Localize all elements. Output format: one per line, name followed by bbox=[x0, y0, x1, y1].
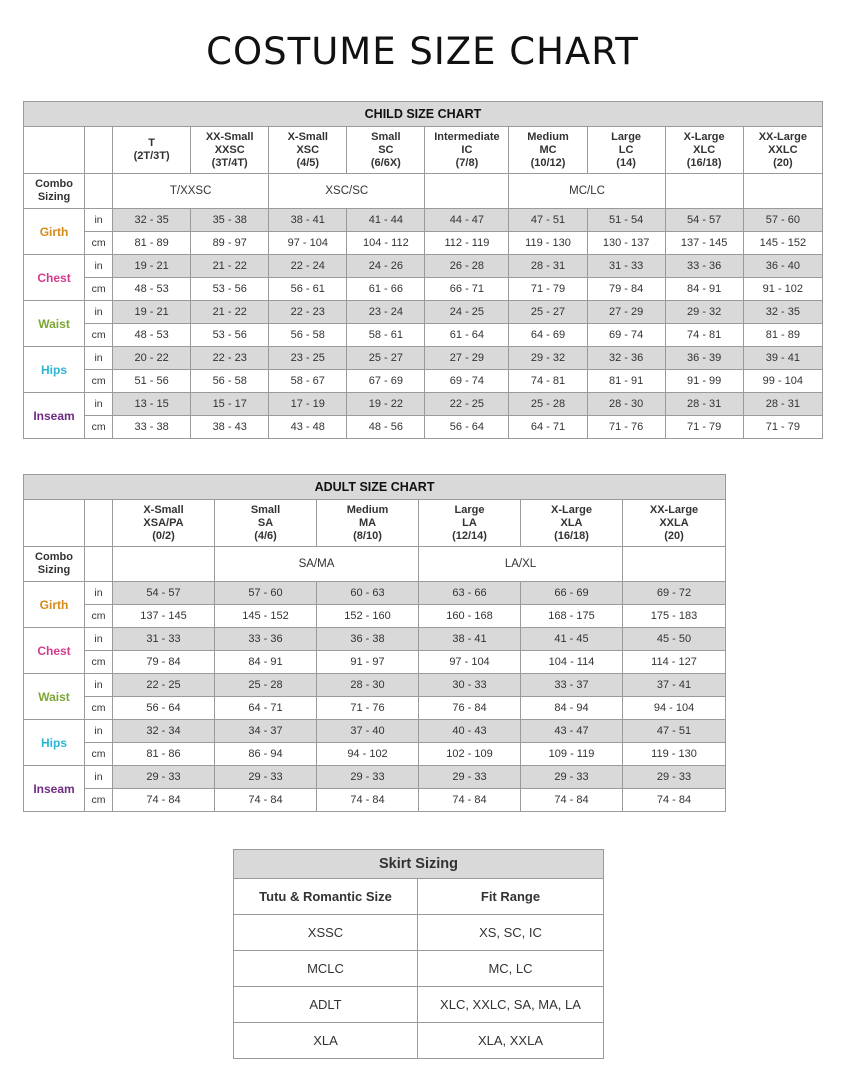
measurement-row bbox=[24, 255, 823, 278]
size-value-cell: 91 - 99 bbox=[665, 370, 743, 393]
unit-label: cm bbox=[85, 232, 113, 255]
size-value-cell: 31 - 33 bbox=[113, 628, 215, 651]
size-value-cell: 17 - 19 bbox=[269, 393, 347, 416]
child-size-header: Medium MC (10/12) bbox=[509, 127, 587, 174]
size-value-cell: 32 - 35 bbox=[743, 301, 822, 324]
combo-cell bbox=[743, 174, 822, 209]
measurement-row bbox=[24, 674, 726, 697]
skirt-row bbox=[234, 987, 604, 1023]
size-value-cell: 25 - 27 bbox=[347, 347, 425, 370]
size-value-cell: 15 - 17 bbox=[191, 393, 269, 416]
size-value-cell: 79 - 84 bbox=[587, 278, 665, 301]
measurement-row bbox=[24, 232, 823, 255]
measurement-label-girth: Girth bbox=[24, 209, 85, 255]
measurement-row bbox=[24, 628, 726, 651]
unit-label: cm bbox=[85, 697, 113, 720]
size-value-cell: 43 - 48 bbox=[269, 416, 347, 439]
size-value-cell: 56 - 58 bbox=[191, 370, 269, 393]
size-value-cell: 29 - 33 bbox=[419, 766, 521, 789]
skirt-size-cell: ADLT bbox=[234, 987, 418, 1023]
size-value-cell: 22 - 23 bbox=[269, 301, 347, 324]
size-value-cell: 33 - 38 bbox=[113, 416, 191, 439]
size-value-cell: 109 - 119 bbox=[521, 743, 623, 766]
skirt-fit-cell: XS, SC, IC bbox=[418, 915, 604, 951]
size-value-cell: 24 - 25 bbox=[425, 301, 509, 324]
child-combo-row bbox=[24, 174, 823, 209]
measurement-row bbox=[24, 209, 823, 232]
size-value-cell: 60 - 63 bbox=[317, 582, 419, 605]
page-title: COSTUME SIZE CHART bbox=[206, 30, 639, 73]
size-value-cell: 22 - 24 bbox=[269, 255, 347, 278]
size-value-cell: 104 - 112 bbox=[347, 232, 425, 255]
measurement-label-hips: Hips bbox=[24, 347, 85, 393]
child-size-header: Large LC (14) bbox=[587, 127, 665, 174]
size-value-cell: 41 - 44 bbox=[347, 209, 425, 232]
unit-label: in bbox=[85, 628, 113, 651]
size-value-cell: 112 - 119 bbox=[425, 232, 509, 255]
size-value-cell: 29 - 32 bbox=[509, 347, 587, 370]
size-value-cell: 23 - 24 bbox=[347, 301, 425, 324]
child-size-header: Intermediate IC (7/8) bbox=[425, 127, 509, 174]
size-value-cell: 38 - 41 bbox=[269, 209, 347, 232]
size-value-cell: 64 - 71 bbox=[509, 416, 587, 439]
size-value-cell: 36 - 39 bbox=[665, 347, 743, 370]
child-size-header: XX-Large XXLC (20) bbox=[743, 127, 822, 174]
size-value-cell: 64 - 71 bbox=[215, 697, 317, 720]
combo-cell bbox=[623, 547, 726, 582]
size-value-cell: 94 - 102 bbox=[317, 743, 419, 766]
size-value-cell: 53 - 56 bbox=[191, 278, 269, 301]
size-value-cell: 21 - 22 bbox=[191, 255, 269, 278]
child-chart-title: CHILD SIZE CHART bbox=[24, 102, 823, 127]
size-value-cell: 44 - 47 bbox=[425, 209, 509, 232]
unit-label: in bbox=[85, 674, 113, 697]
size-value-cell: 74 - 81 bbox=[509, 370, 587, 393]
size-value-cell: 91 - 97 bbox=[317, 651, 419, 674]
size-value-cell: 28 - 30 bbox=[587, 393, 665, 416]
measurement-label-inseam: Inseam bbox=[24, 393, 85, 439]
size-value-cell: 119 - 130 bbox=[623, 743, 726, 766]
size-value-cell: 32 - 34 bbox=[113, 720, 215, 743]
adult-size-header: Medium MA (8/10) bbox=[317, 500, 419, 547]
skirt-chart-title: Skirt Sizing bbox=[234, 850, 604, 879]
size-value-cell: 30 - 33 bbox=[419, 674, 521, 697]
adult-size-header: X-Small XSA/PA (0/2) bbox=[113, 500, 215, 547]
size-value-cell: 84 - 91 bbox=[665, 278, 743, 301]
size-value-cell: 56 - 64 bbox=[425, 416, 509, 439]
combo-cell: SA/MA bbox=[215, 547, 419, 582]
measurement-row bbox=[24, 324, 823, 347]
size-value-cell: 66 - 69 bbox=[521, 582, 623, 605]
size-value-cell: 54 - 57 bbox=[113, 582, 215, 605]
size-value-cell: 74 - 84 bbox=[113, 789, 215, 812]
size-value-cell: 74 - 84 bbox=[419, 789, 521, 812]
size-value-cell: 43 - 47 bbox=[521, 720, 623, 743]
size-value-cell: 32 - 35 bbox=[113, 209, 191, 232]
measurement-row bbox=[24, 605, 726, 628]
size-value-cell: 69 - 74 bbox=[587, 324, 665, 347]
size-value-cell: 57 - 60 bbox=[743, 209, 822, 232]
size-value-cell: 97 - 104 bbox=[269, 232, 347, 255]
adult-size-header: X-Large XLA (16/18) bbox=[521, 500, 623, 547]
adult-size-header: Small SA (4/6) bbox=[215, 500, 317, 547]
size-value-cell: 81 - 89 bbox=[743, 324, 822, 347]
unit-label: cm bbox=[85, 278, 113, 301]
size-value-cell: 69 - 72 bbox=[623, 582, 726, 605]
size-value-cell: 40 - 43 bbox=[419, 720, 521, 743]
size-value-cell: 22 - 25 bbox=[425, 393, 509, 416]
size-value-cell: 56 - 64 bbox=[113, 697, 215, 720]
size-value-cell: 71 - 79 bbox=[509, 278, 587, 301]
unit-label: in bbox=[85, 720, 113, 743]
child-size-header: XX-Small XXSC (3T/4T) bbox=[191, 127, 269, 174]
size-value-cell: 84 - 91 bbox=[215, 651, 317, 674]
unit-label: in bbox=[85, 255, 113, 278]
size-value-cell: 137 - 145 bbox=[113, 605, 215, 628]
size-value-cell: 56 - 58 bbox=[269, 324, 347, 347]
size-value-cell: 22 - 25 bbox=[113, 674, 215, 697]
size-value-cell: 27 - 29 bbox=[587, 301, 665, 324]
measurement-row bbox=[24, 743, 726, 766]
skirt-header-size: Tutu & Romantic Size bbox=[234, 879, 418, 915]
size-value-cell: 71 - 76 bbox=[317, 697, 419, 720]
size-value-cell: 119 - 130 bbox=[509, 232, 587, 255]
measurement-row bbox=[24, 582, 726, 605]
size-value-cell: 29 - 33 bbox=[317, 766, 419, 789]
size-value-cell: 74 - 81 bbox=[665, 324, 743, 347]
size-value-cell: 74 - 84 bbox=[521, 789, 623, 812]
size-value-cell: 48 - 53 bbox=[113, 278, 191, 301]
size-value-cell: 19 - 21 bbox=[113, 255, 191, 278]
size-value-cell: 81 - 89 bbox=[113, 232, 191, 255]
unit-label: cm bbox=[85, 370, 113, 393]
size-value-cell: 61 - 66 bbox=[347, 278, 425, 301]
size-value-cell: 104 - 114 bbox=[521, 651, 623, 674]
unit-label: in bbox=[85, 301, 113, 324]
measurement-label-waist: Waist bbox=[24, 674, 85, 720]
size-value-cell: 35 - 38 bbox=[191, 209, 269, 232]
combo-cell bbox=[425, 174, 509, 209]
size-value-cell: 29 - 33 bbox=[113, 766, 215, 789]
size-value-cell: 160 - 168 bbox=[419, 605, 521, 628]
size-value-cell: 102 - 109 bbox=[419, 743, 521, 766]
size-value-cell: 53 - 56 bbox=[191, 324, 269, 347]
combo-cell: LA/XL bbox=[419, 547, 623, 582]
size-value-cell: 58 - 61 bbox=[347, 324, 425, 347]
size-value-cell: 33 - 37 bbox=[521, 674, 623, 697]
size-value-cell: 24 - 26 bbox=[347, 255, 425, 278]
size-value-cell: 22 - 23 bbox=[191, 347, 269, 370]
size-value-cell: 67 - 69 bbox=[347, 370, 425, 393]
size-value-cell: 97 - 104 bbox=[419, 651, 521, 674]
size-value-cell: 25 - 28 bbox=[509, 393, 587, 416]
measurement-label-girth: Girth bbox=[24, 582, 85, 628]
size-value-cell: 27 - 29 bbox=[425, 347, 509, 370]
size-value-cell: 54 - 57 bbox=[665, 209, 743, 232]
size-value-cell: 130 - 137 bbox=[587, 232, 665, 255]
size-value-cell: 28 - 31 bbox=[665, 393, 743, 416]
size-value-cell: 38 - 41 bbox=[419, 628, 521, 651]
skirt-fit-cell: MC, LC bbox=[418, 951, 604, 987]
size-value-cell: 29 - 33 bbox=[215, 766, 317, 789]
measurement-row bbox=[24, 301, 823, 324]
measurement-label-waist: Waist bbox=[24, 301, 85, 347]
size-value-cell: 145 - 152 bbox=[743, 232, 822, 255]
size-value-cell: 37 - 40 bbox=[317, 720, 419, 743]
child-size-table bbox=[23, 101, 823, 439]
size-value-cell: 114 - 127 bbox=[623, 651, 726, 674]
size-value-cell: 81 - 91 bbox=[587, 370, 665, 393]
size-value-cell: 21 - 22 bbox=[191, 301, 269, 324]
size-value-cell: 71 - 79 bbox=[743, 416, 822, 439]
size-value-cell: 66 - 71 bbox=[425, 278, 509, 301]
unit-label: cm bbox=[85, 743, 113, 766]
adult-chart-title: ADULT SIZE CHART bbox=[24, 475, 726, 500]
size-value-cell: 33 - 36 bbox=[665, 255, 743, 278]
unit-label: cm bbox=[85, 416, 113, 439]
size-value-cell: 29 - 33 bbox=[521, 766, 623, 789]
size-value-cell: 41 - 45 bbox=[521, 628, 623, 651]
size-value-cell: 63 - 66 bbox=[419, 582, 521, 605]
size-value-cell: 91 - 102 bbox=[743, 278, 822, 301]
measurement-label-hips: Hips bbox=[24, 720, 85, 766]
combo-sizing-label: Combo Sizing bbox=[24, 547, 85, 582]
size-value-cell: 47 - 51 bbox=[623, 720, 726, 743]
size-value-cell: 57 - 60 bbox=[215, 582, 317, 605]
size-value-cell: 28 - 31 bbox=[743, 393, 822, 416]
skirt-row bbox=[234, 915, 604, 951]
size-value-cell: 32 - 36 bbox=[587, 347, 665, 370]
size-value-cell: 36 - 38 bbox=[317, 628, 419, 651]
skirt-size-cell: XSSC bbox=[234, 915, 418, 951]
unit-label: cm bbox=[85, 651, 113, 674]
adult-combo-row bbox=[24, 547, 726, 582]
child-size-header: Small SC (6/6X) bbox=[347, 127, 425, 174]
size-value-cell: 28 - 30 bbox=[317, 674, 419, 697]
size-value-cell: 61 - 64 bbox=[425, 324, 509, 347]
skirt-header-fit: Fit Range bbox=[418, 879, 604, 915]
unit-label: in bbox=[85, 347, 113, 370]
combo-cell bbox=[113, 547, 215, 582]
combo-sizing-label: Combo Sizing bbox=[24, 174, 85, 209]
adult-size-table bbox=[23, 474, 726, 812]
size-value-cell: 74 - 84 bbox=[623, 789, 726, 812]
skirt-size-cell: XLA bbox=[234, 1023, 418, 1059]
size-value-cell: 25 - 28 bbox=[215, 674, 317, 697]
size-value-cell: 48 - 56 bbox=[347, 416, 425, 439]
size-value-cell: 28 - 31 bbox=[509, 255, 587, 278]
measurement-row bbox=[24, 720, 726, 743]
size-value-cell: 45 - 50 bbox=[623, 628, 726, 651]
skirt-row bbox=[234, 951, 604, 987]
size-value-cell: 145 - 152 bbox=[215, 605, 317, 628]
size-value-cell: 39 - 41 bbox=[743, 347, 822, 370]
size-value-cell: 20 - 22 bbox=[113, 347, 191, 370]
size-value-cell: 51 - 56 bbox=[113, 370, 191, 393]
size-value-cell: 64 - 69 bbox=[509, 324, 587, 347]
measurement-row bbox=[24, 278, 823, 301]
size-value-cell: 168 - 175 bbox=[521, 605, 623, 628]
size-value-cell: 29 - 33 bbox=[623, 766, 726, 789]
size-value-cell: 51 - 54 bbox=[587, 209, 665, 232]
size-value-cell: 86 - 94 bbox=[215, 743, 317, 766]
size-value-cell: 58 - 67 bbox=[269, 370, 347, 393]
skirt-row bbox=[234, 1023, 604, 1059]
child-size-header: X-Small XSC (4/5) bbox=[269, 127, 347, 174]
size-value-cell: 33 - 36 bbox=[215, 628, 317, 651]
size-value-cell: 56 - 61 bbox=[269, 278, 347, 301]
unit-label: in bbox=[85, 582, 113, 605]
size-value-cell: 13 - 15 bbox=[113, 393, 191, 416]
size-value-cell: 76 - 84 bbox=[419, 697, 521, 720]
size-value-cell: 137 - 145 bbox=[665, 232, 743, 255]
measurement-label-inseam: Inseam bbox=[24, 766, 85, 812]
size-value-cell: 19 - 22 bbox=[347, 393, 425, 416]
size-value-cell: 84 - 94 bbox=[521, 697, 623, 720]
unit-label: cm bbox=[85, 605, 113, 628]
measurement-label-chest: Chest bbox=[24, 255, 85, 301]
size-value-cell: 26 - 28 bbox=[425, 255, 509, 278]
measurement-row bbox=[24, 416, 823, 439]
size-value-cell: 152 - 160 bbox=[317, 605, 419, 628]
skirt-sizing-table bbox=[233, 849, 604, 1059]
adult-size-header: Large LA (12/14) bbox=[419, 500, 521, 547]
combo-cell bbox=[665, 174, 743, 209]
unit-label: in bbox=[85, 766, 113, 789]
child-size-header: X-Large XLC (16/18) bbox=[665, 127, 743, 174]
measurement-row bbox=[24, 697, 726, 720]
size-value-cell: 89 - 97 bbox=[191, 232, 269, 255]
size-value-cell: 29 - 32 bbox=[665, 301, 743, 324]
size-value-cell: 36 - 40 bbox=[743, 255, 822, 278]
size-value-cell: 48 - 53 bbox=[113, 324, 191, 347]
skirt-size-cell: MCLC bbox=[234, 951, 418, 987]
measurement-row bbox=[24, 651, 726, 674]
size-value-cell: 71 - 79 bbox=[665, 416, 743, 439]
size-value-cell: 38 - 43 bbox=[191, 416, 269, 439]
size-value-cell: 34 - 37 bbox=[215, 720, 317, 743]
unit-label: in bbox=[85, 209, 113, 232]
measurement-row bbox=[24, 766, 726, 789]
size-value-cell: 74 - 84 bbox=[215, 789, 317, 812]
adult-size-header: XX-Large XXLA (20) bbox=[623, 500, 726, 547]
measurement-row bbox=[24, 347, 823, 370]
child-size-header: T (2T/3T) bbox=[113, 127, 191, 174]
size-value-cell: 31 - 33 bbox=[587, 255, 665, 278]
measurement-label-chest: Chest bbox=[24, 628, 85, 674]
size-value-cell: 79 - 84 bbox=[113, 651, 215, 674]
size-value-cell: 69 - 74 bbox=[425, 370, 509, 393]
size-value-cell: 175 - 183 bbox=[623, 605, 726, 628]
measurement-row bbox=[24, 393, 823, 416]
unit-label: in bbox=[85, 393, 113, 416]
size-value-cell: 81 - 86 bbox=[113, 743, 215, 766]
measurement-row bbox=[24, 370, 823, 393]
size-value-cell: 19 - 21 bbox=[113, 301, 191, 324]
size-value-cell: 25 - 27 bbox=[509, 301, 587, 324]
size-value-cell: 74 - 84 bbox=[317, 789, 419, 812]
size-value-cell: 23 - 25 bbox=[269, 347, 347, 370]
size-value-cell: 94 - 104 bbox=[623, 697, 726, 720]
size-value-cell: 47 - 51 bbox=[509, 209, 587, 232]
size-value-cell: 71 - 76 bbox=[587, 416, 665, 439]
combo-cell: MC/LC bbox=[509, 174, 665, 209]
unit-label: cm bbox=[85, 789, 113, 812]
combo-cell: T/XXSC bbox=[113, 174, 269, 209]
size-value-cell: 37 - 41 bbox=[623, 674, 726, 697]
measurement-row bbox=[24, 789, 726, 812]
size-value-cell: 99 - 104 bbox=[743, 370, 822, 393]
adult-size-header-row bbox=[24, 500, 726, 547]
skirt-fit-cell: XLA, XXLA bbox=[418, 1023, 604, 1059]
skirt-fit-cell: XLC, XXLC, SA, MA, LA bbox=[418, 987, 604, 1023]
combo-cell: XSC/SC bbox=[269, 174, 425, 209]
child-size-header-row bbox=[24, 127, 823, 174]
unit-label: cm bbox=[85, 324, 113, 347]
